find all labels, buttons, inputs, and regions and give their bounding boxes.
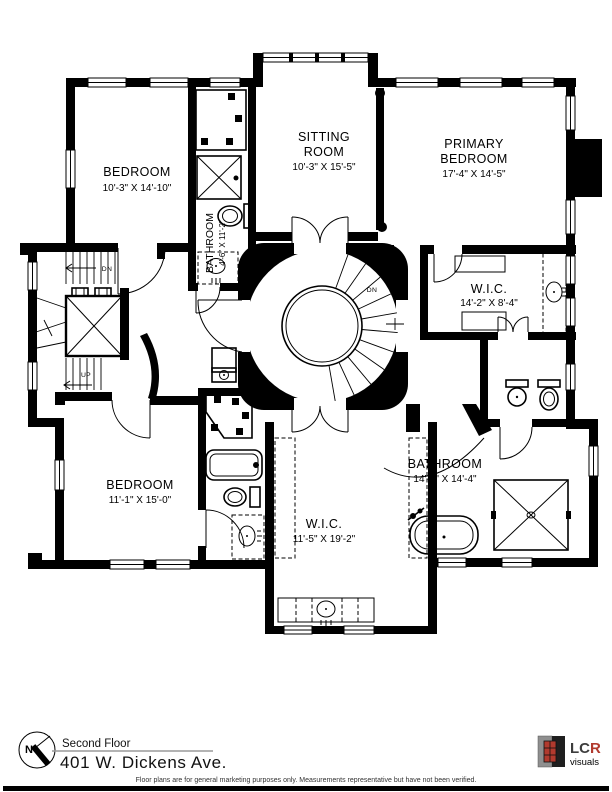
logo-text: LCR: [570, 740, 601, 757]
bedroom2-dims: 11'-1" X 15'-0": [108, 495, 172, 506]
primary-bathroom-label: BATHROOM: [407, 457, 483, 471]
logo-tagline: visuals: [570, 757, 600, 768]
column: [377, 222, 387, 232]
shower: [197, 156, 241, 199]
elevator: [66, 288, 122, 356]
wic2-dims: 11'-5" X 19'-2": [292, 534, 356, 545]
address: 401 W. Dickens Ave.: [60, 753, 227, 772]
toilet: [224, 487, 260, 507]
north-arrow-icon: [19, 732, 55, 768]
title-block: [19, 732, 601, 784]
sitting-room-dims: 10'-3" X 15'-5": [292, 162, 356, 173]
bottom-border-bar: [3, 786, 609, 791]
closet-shelving: [196, 90, 246, 150]
bedroom1-dims: 10'-3" X 14'-10": [102, 183, 172, 194]
bathtub: [206, 450, 262, 480]
stair-up-label: UP: [80, 372, 92, 379]
floor-name: Second Floor: [62, 738, 131, 750]
main-stair-down: [66, 252, 115, 284]
wic2-label: W.I.C.: [305, 517, 343, 531]
column: [375, 88, 385, 98]
primary-bathroom-dims: 14'-9" X 14'-4": [413, 474, 477, 485]
bathroom1-label: BATHROOM: [204, 213, 216, 273]
toilet: [506, 380, 528, 406]
wic1-label: W.I.C.: [470, 282, 508, 296]
toilet: [538, 380, 560, 410]
bathroom1-dims: 4'-6" X 11'-2": [218, 220, 227, 266]
chimney: [575, 139, 602, 197]
disclaimer: Floor plans are for general marketing purposes only. Measurements representative but have not been verified.: [135, 777, 477, 784]
wic1-vanity: [543, 253, 567, 333]
sink: [232, 515, 264, 559]
bay-window-band: [263, 53, 368, 62]
linen-closet: [212, 348, 236, 382]
rotunda: [198, 217, 410, 432]
wic2-vanity: [278, 598, 374, 626]
freestanding-tub: [408, 508, 478, 554]
water-closet-fixtures: [506, 380, 560, 410]
wic2-fixtures: [275, 438, 427, 626]
primary-bedroom-label-1: PRIMARY: [444, 137, 504, 151]
bedroom1-label: BEDROOM: [103, 165, 171, 179]
curved-hall-wall: [140, 333, 159, 401]
primary-bedroom-dims: 17'-4" X 14'-5": [442, 169, 506, 180]
stair-dn-label: DN: [101, 266, 113, 273]
lcr-logo: [538, 736, 601, 768]
bedroom2-label: BEDROOM: [106, 478, 174, 492]
hall-bath-fixtures: [206, 390, 264, 559]
primary-bedroom-label-2: BEDROOM: [440, 152, 508, 166]
sitting-room-label-2: ROOM: [303, 145, 345, 159]
main-stair-up: [64, 358, 101, 390]
north-letter: N: [25, 744, 33, 756]
spiral-dn-label: DN: [366, 287, 378, 294]
sitting-room-label-1: SITTING: [297, 130, 351, 144]
shower: [491, 480, 571, 550]
wic1-dims: 14'-2" X 8'-4": [460, 298, 518, 309]
